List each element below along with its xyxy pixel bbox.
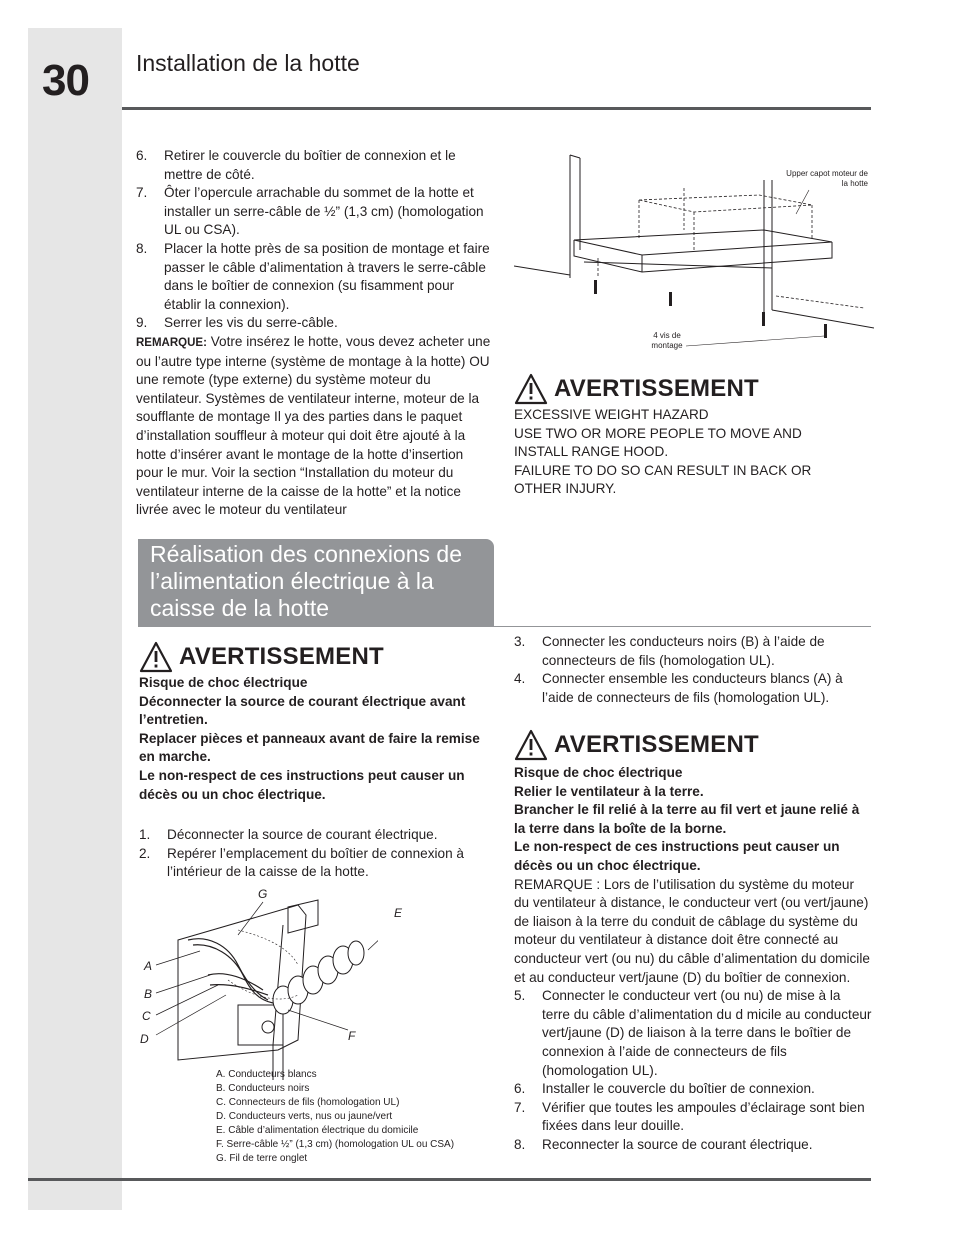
diagram-letter-a: A — [144, 959, 153, 973]
list-item: 6. Installer le couvercle du boîtier de connexion. — [514, 1081, 815, 1097]
header-rule — [122, 107, 871, 110]
junction-box-drawing — [138, 885, 378, 1085]
remarque-paragraph: REMARQUE: Votre insérez le hotte, vous devez acheter une ou l’autre type interne (système de montage à la hotte) OU une remote (type externe) du système moteur du ventilateur. Systèmes de ventilateur interne, moteur de la soufflante de montage Il ya des parties dans le paquet d’installation souffleur à moteur qui doit être ajouté à la hotte d’insérer avant le montage de la hotte d’insertion pour le mur. Voir la section “Installation du moteur du ventilateur interne de la caisse de la hotte” et la notice livrée avec le moteur du ventilateur — [136, 333, 491, 518]
list-item: 9. Serrer les vis du serre-câble. — [136, 315, 338, 331]
diagram-letter-d: D — [140, 1032, 149, 1046]
list-item: 1. Déconnecter la source de courant électrique. — [139, 827, 438, 842]
list-item: 8. Reconnecter la source de courant électrique. — [514, 1136, 813, 1152]
grounding-note: REMARQUE : Lors de l’utilisation du système du moteur du ventilateur à distance, le conducteur vert (ou vert/jaune) de liaison à la terre du conduit de câblage du système du moteur du ventilateur à distance doit être connecté au conducteur vert (ou nu) du câble d’alimentation du domicile et au conducteur vert/jaune (D) du boîtier de connexion. — [514, 876, 870, 985]
list-item: 7. Vérifier que toutes les ampoules d’éclairage sont bien fixées dans leur douille. — [514, 1099, 865, 1134]
diagram-letter-e: E — [394, 906, 403, 920]
top-left-column — [136, 147, 494, 520]
list-item: 4. Connecter ensemble les conducteurs blancs (A) à l’aide de connecteurs de fils (homologation UL). — [514, 671, 843, 705]
diagram-label-vis: 4 vis de montage — [651, 331, 683, 350]
section-heading-banner: Réalisation des connexions de l’alimentation électrique à la caisse de la hotte — [138, 539, 494, 627]
warning-triangle-icon — [514, 373, 548, 405]
footer-rule — [28, 1178, 871, 1181]
right-steps — [514, 633, 872, 707]
list-item: 2. Repérer l’emplacement du boîtier de connexion à l’intérieur de la caisse de la hotte. — [139, 845, 464, 880]
section-rule — [494, 626, 871, 627]
page-number: 30 — [42, 56, 89, 105]
diagram-letter-f: F — [348, 1029, 356, 1043]
warning-grounding — [514, 728, 872, 1154]
list-item: 6. Retirer le couvercle du boîtier de connexion et le mettre de côté. — [136, 148, 456, 182]
top-steps-list — [136, 147, 494, 333]
list-item: 5. Connecter le conducteur vert (ou nu) de mise à la terre du câble d’alimentation du d micile au conducteur vert/jaune (D) de liaison à la terre dans le boîtier de connexion à l’aide de connecteurs de fils (homologation UL). — [514, 988, 872, 1078]
warning-body: Risque de choc électrique Déconnecter la source de courant électrique avant l’entretien. Replacer pièces et panneaux avant de faire la remise en marche. Le non-respect de ces instructions peut causer un décès ou un choc électrique. — [139, 675, 480, 802]
diagram-letter-b: B — [144, 987, 153, 1001]
diagram-letter-g: G — [258, 887, 268, 901]
warning-body: EXCESSIVE WEIGHT HAZARD USE TWO OR MORE PEOPLE TO MOVE AND INSTALL RANGE HOOD. FAILURE TO DO SO CAN RESULT IN BACK OR OTHER INJURY. — [514, 407, 812, 497]
hood-mounting-diagram — [514, 150, 874, 360]
diagram-letter-c: C — [142, 1009, 151, 1023]
list-item: 3. Connecter les conducteurs noirs (B) à l’aide de connecteurs de fils (homologation UL). — [514, 634, 825, 668]
warning-title: AVERTISSEMENT — [139, 640, 497, 674]
warning-title: AVERTISSEMENT — [514, 372, 854, 406]
warning-electric-shock — [139, 640, 497, 804]
diagram-label-upper-capot: Upper capot moteur de la hotte — [786, 169, 868, 188]
diagram-legend: A. Conducteurs blancs B. Conducteurs noirs C. Connecteurs de fils (homologation UL) D. Conducteurs verts, nus ou jaune/vert E. Câble d’alimentation électrique du domicile F. Serre-câble ½” (1,3 cm) (homologation UL ou CSA) G. Fil de terre onglet — [216, 1069, 455, 1164]
mid-steps — [139, 826, 495, 882]
warning-weight — [514, 372, 854, 499]
warning-body: Risque de choc électrique Relier le ventilateur à la terre. Brancher le fil relié à la terre au fil vert et jaune relié à la terre dans la boîte de la borne. Le non-respect de ces instructions peut causer un décès ou un choc électrique. — [514, 765, 860, 873]
page-title: Installation de la hotte — [136, 50, 360, 76]
remarque-label: REMARQUE: — [136, 336, 207, 349]
grounding-steps — [514, 987, 872, 1154]
list-item: 7. Ôter l’opercule arrachable du sommet de la hotte et installer un serre-câble de ½” (1,3 cm) (homologation UL ou CSA). — [136, 185, 484, 238]
page-sidebar — [28, 28, 122, 1210]
warning-triangle-icon — [514, 729, 548, 761]
junction-box-diagram — [138, 885, 403, 1085]
warning-title: AVERTISSEMENT — [514, 728, 872, 762]
list-item: 8. Placer la hotte près de sa position de montage et faire passer le câble d’alimentation à travers le serre-câble dans le boîtier de connexion (su fisamment pour établir la connexion). — [136, 240, 490, 312]
warning-triangle-icon — [139, 641, 173, 673]
